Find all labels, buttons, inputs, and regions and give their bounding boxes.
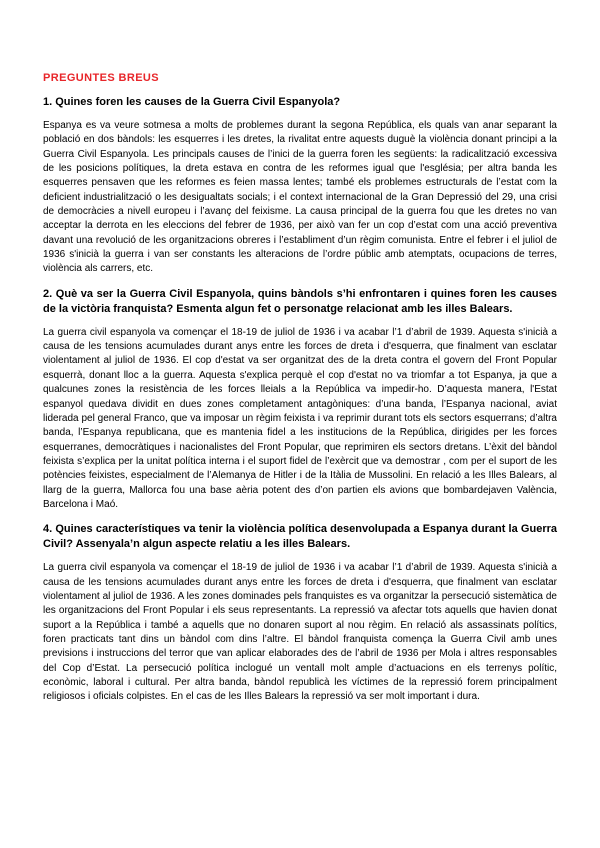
question-block-1 xyxy=(43,95,557,277)
question-block-2 xyxy=(43,287,557,512)
question-heading-2: 2. Què va ser la Guerra Civil Espanyola, quins bàndols s’hi enfrontaren i quines foren les causes de la victòria franquista? Esmenta algun fet o personatge relacionat amb les illes Balears. xyxy=(43,287,557,315)
question-block-4 xyxy=(43,522,557,704)
answer-paragraph-2: La guerra civil espanyola va començar el 18-19 de juliol de 1936 i va acabar l’1 d’abril de 1939. Aquesta s'inicià a causa de les tensions acumulades durant anys entre les forces de dreta i d'esquerra, que finalment van esclatar violentament al juliol de 1936. El cop d'estat va ser organitzat des de la dreta contra el govern del Front Popular esquerrà, donant lloc a la guerra. Aquesta s'explica perquè el cop d'estat no va triomfar a tot Espanya, ja que a qualcunes zones la resistència de les forces lleials a la República va impedir-ho. D’aquesta manera, l'Estat espanyol quedava dividit en dues zones completament antagòniques: d’una banda, l’Espanya nacional, aviat liderada pel general Franco, que va imposar un règim feixista i va reprimir durant tots els sectors esquerrans; d’altra banda, l’Espanya republicana, que es mantenia fidel a les institucions de la República, dirigides per les forces esquerranes, democràtiques i nacionalistes del Front Popular, que reprimiren els sectors dretans. L’èxit del bàndol feixista s’explica per la unitat política interna i el suport fidel de l’exèrcit que va demostrar , com per el suport de les potències feixistes, especialment de l’Alemanya de Hitler i de la Itàlia de Mussolini. En relació a les Illes Balears, al llarg de la guerra, Mallorca fou una base aèria potent des d’on partien els avions que bombardejaven València, Barcelona i Maó. xyxy=(43,326,557,510)
question-heading-1: 1. Quines foren les causes de la Guerra Civil Espanyola? xyxy=(43,96,341,108)
answer-paragraph-1: Espanya es va veure sotmesa a molts de problemes durant la segona República, els quals van anar separant la població en dos bàndols: les esquerres i les dretes, la rivalitat entre aquests duguè la violència donant principi a la Guerra Civil Espanyola. Les principals causes de l’inici de la guerra foren les següents: la radicalització excessiva de les posicions polítiques, la dreta estava en contra de les reformes igual que l'església; per altra banda les esquerres pensaven que les reformes es feien massa lentes; també els problemes estructurals de l’estat com la deficient industrialització o les desigualtats socials; i el context internacional de la Gran Depressió del 29, una crisi de democràcies a nivell europeu i l’avanç del feixisme. La causa principal de la guerra fou que les dretes no van acceptar la derrota en les eleccions del febrer de 1936, per això van fer un cop d’estat com una acció preventiva davant una revolució de les organitzacions obreres i l’establiment d’un règim comunista. Entre el febrer i el juliol de 1936 s'inicià la guerra i van ser constants les alteracions de l’ordre públic amb atemptats, ocupacions de terres, violència als carrers, etc. xyxy=(43,120,557,275)
section-title: PREGUNTES BREUS xyxy=(43,72,160,84)
document-body xyxy=(43,72,557,715)
question-heading-4: 4. Quines característiques va tenir la violència política desenvolupada a Espanya durant la Guerra Civil? Assenyala’n algun aspecte relatiu a les illes Balears. xyxy=(43,523,557,551)
answer-paragraph-4: La guerra civil espanyola va començar el 18-19 de juliol de 1936 i va acabar l’1 d’abril de 1939. Aquesta s'inicià a causa de les tensions acumulades durant anys entre les forces de dreta i d'esquerra, que finalment van esclatar violentament al juliol de 1936. A les zones dominades pels franquistes es va organitzar la persecució sistemàtica de les organitzacions del Front Popular i els seus representants. La repressió va afectar tots aquells que havien donat suport a la República i també a aquells que no donaren suport al nou règim. En relació als assassinats polítics, foren practicats tant dins un bàndol com dins l’altre. El bàndol franquista comença la Guerra Civil amb unes previsions i instruccions del terror que van aplicar elaborades des de l’abril de 1936 per Mola i altres responsables del Cop d’Estat. La persecució política inclogué un ventall molt ample d’actuacions en els terrenys polític, econòmic, laboral i cultural. Per altra banda, bàndol republicà les víctimes de la repressió forem principalment religiosos i oficials colpistes. En el cas de les Illes Balears la repressió va ser molt important i dura. xyxy=(43,562,557,703)
